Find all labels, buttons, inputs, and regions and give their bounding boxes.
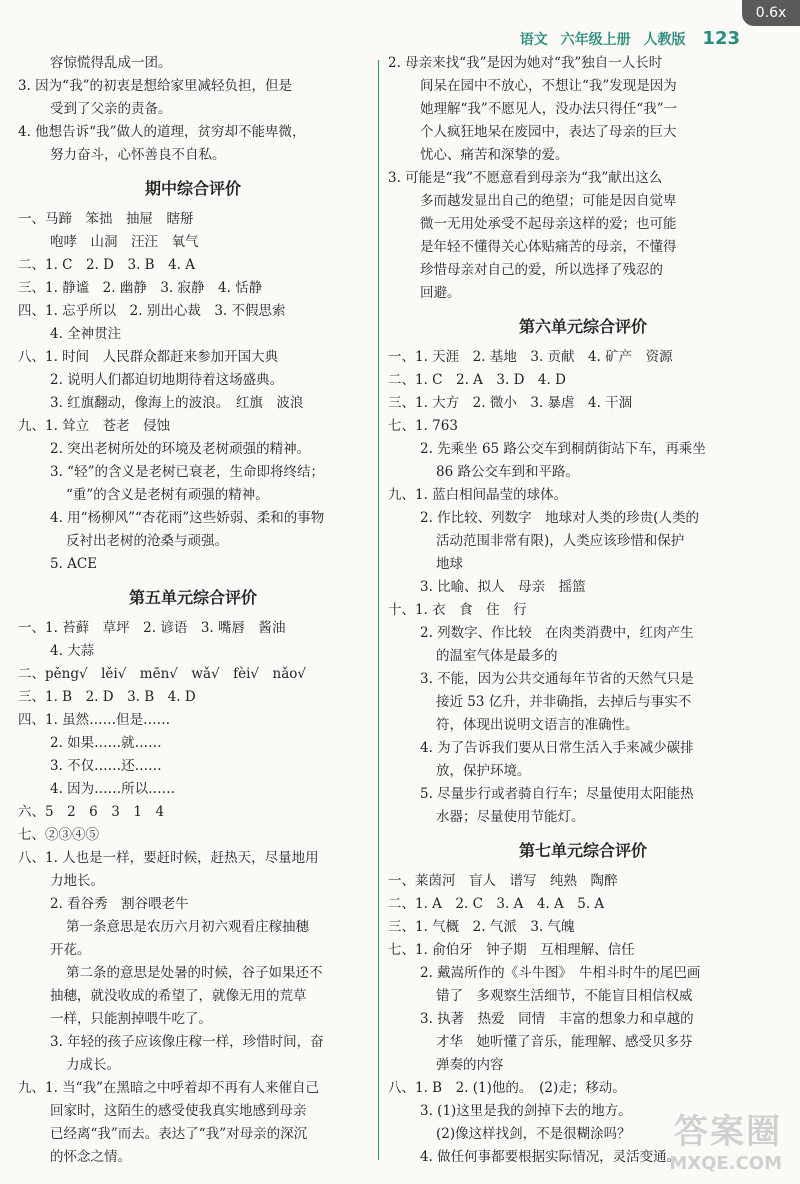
answer-line: 活动范围非常有限)，人类应该珍惜和保护 xyxy=(436,533,685,549)
answer-line: 2. 突出老树所处的环境及老树顽强的精神。 xyxy=(50,441,311,457)
answer-line: 四、1. 忘乎所以 2. 别出心裁 3. 不假思索 xyxy=(18,303,286,319)
answer-line: 接近 53 亿升，并非确指，去掉后与事实不 xyxy=(436,694,692,710)
answer-line: 4. 因为……所以…… xyxy=(50,781,176,797)
answer-line: 珍惜母亲对自己的爱，所以选择了残忍的 xyxy=(420,262,663,278)
answer-line: 受到了父亲的责备。 xyxy=(50,101,172,117)
answer-line: 微一无用处承受不起母亲这样的爱；也可能 xyxy=(420,216,677,232)
answer-line: 2. 列数字、作比较 在肉类消费中，红肉产生 xyxy=(420,625,694,641)
column-divider xyxy=(378,60,379,1160)
answer-line: 努力奋斗，心怀善良不自私。 xyxy=(50,147,226,163)
answer-line: 回避。 xyxy=(420,285,461,301)
answer-line: 三、1. 大方 2. 微小 3. 暴虐 4. 干涸 xyxy=(388,395,633,411)
answer-line: 一、莱茵河 盲人 谱写 纯熟 陶醉 xyxy=(388,873,618,889)
answer-line: 3. 不能，因为公共交通每年节省的天然气只是 xyxy=(420,671,694,687)
answer-line: 开花。 xyxy=(50,942,91,958)
answer-line: 弹奏的内容 xyxy=(436,1057,504,1073)
answer-line: 2. 母亲来找“我”是因为她对“我”独自一人长时 xyxy=(388,55,663,71)
section-title: 第七单元综合评价 xyxy=(518,841,647,860)
answer-line: 2. 作比较、列数字 地球对人类的珍贵(人类的 xyxy=(420,510,699,526)
answer-line: 间呆在园中不放心，不想让“我”发现是因为 xyxy=(420,78,677,94)
answer-line: “重”的含义是老树有顽强的精神。 xyxy=(66,487,269,503)
answer-line: 2. 说明人们都迫切地期待着这场盛典。 xyxy=(50,372,284,388)
answer-line: 三、1. B 2. D 3. B 4. D xyxy=(18,689,196,705)
grade-label: 六年级上册 xyxy=(560,32,631,48)
answer-line: 地球 xyxy=(436,556,463,572)
answer-line: 力地长。 xyxy=(50,873,104,889)
answer-line: 4. 全神贯注 xyxy=(50,326,122,342)
answer-line: 86 路公交车到和平路。 xyxy=(436,464,579,480)
answer-line: 容惊慌得乱成一团。 xyxy=(50,55,172,71)
answer-line: 4. 做任何事都要根据实际情况，灵活变通。 xyxy=(420,1149,681,1165)
answer-line: 八、1. 人也是一样，要赶时候，赶热天，尽量地用 xyxy=(18,850,319,866)
answer-line: 咆哮 山洞 汪汪 氧气 xyxy=(50,234,199,250)
answer-line: 3. 执著 热爱 同情 丰富的想象力和卓越的 xyxy=(420,1011,694,1027)
answer-line: 一、马蹄 笨拙 抽屉 瞎掰 xyxy=(18,211,194,227)
answer-line: 4. 大蒜 xyxy=(50,643,95,659)
answer-line: 3. 比喻、拟人 母亲 摇篮 xyxy=(420,579,586,595)
section-title: 第六单元综合评价 xyxy=(518,317,647,336)
answer-line: 2. 戴嵩所作的《斗牛图》 牛相斗时牛的尾巴画 xyxy=(420,965,701,981)
answer-line: 4. 为了告诉我们要从日常生活入手来减少碳排 xyxy=(420,740,694,756)
answer-line: 八、1. 时间 人民群众都赶来参加开国大典 xyxy=(18,349,279,365)
answer-line: 四、1. 虽然……但是…… xyxy=(18,712,171,728)
answer-line: 抽穗，就没收成的希望了，就像无用的荒草 xyxy=(50,988,307,1004)
answer-line: 一、1. 苔藓 草坪 2. 谚语 3. 嘴唇 酱油 xyxy=(18,620,286,636)
answer-line: 回家时，这陌生的感受使我真实地感到母亲 xyxy=(50,1103,307,1119)
answer-line: 3. 因为“我”的初衷是想给家里减轻负担，但是 xyxy=(18,78,292,94)
answer-line: 三、1. 气概 2. 气派 3. 气魄 xyxy=(388,919,575,935)
answer-line: 六、5 2 6 3 1 4 xyxy=(18,804,165,820)
page-number: 123 xyxy=(702,28,740,49)
answer-line: 九、1. 耸立 苍老 侵蚀 xyxy=(18,418,171,434)
answer-line: 5. ACE xyxy=(50,556,98,572)
answer-line: 的温室气体是最多的 xyxy=(436,648,558,664)
answer-line: 一、1. 天涯 2. 基地 3. 贡献 4. 矿产 资源 xyxy=(388,349,673,365)
zoom-badge: 0.6x xyxy=(742,0,800,26)
answer-line: 3. (1)这里是我的剑掉下去的地方。 xyxy=(420,1103,632,1119)
answer-line: 三、1. 静谧 2. 幽静 3. 寂静 4. 恬静 xyxy=(18,280,263,296)
answer-line: 3. 年轻的孩子应该像庄稼一样，珍惜时间，奋 xyxy=(50,1034,324,1050)
answer-line: 二、1. C 2. A 3. D 4. D xyxy=(388,372,566,388)
answer-line: 水器；尽量使用节能灯。 xyxy=(436,809,585,825)
answer-line: 2. 如果……就…… xyxy=(50,735,162,751)
answer-line: 3. 不仅……还…… xyxy=(50,758,162,774)
answer-line: 第一条意思是农历六月初六观看庄稼抽穗 xyxy=(66,919,309,935)
answer-line: 二、pěng√ lěi√ mēn√ wǎ√ fèi√ nǎo√ xyxy=(18,666,306,682)
answer-line: 错了 多观察生活细节，不能盲目相信权威 xyxy=(436,988,693,1004)
answer-line: 九、1. 当“我”在黑暗之中呼着却不再有人来催自己 xyxy=(18,1080,319,1096)
answer-line: 第二条的意思是处暑的时候，谷子如果还不 xyxy=(66,965,323,981)
answer-line: 2. 先乘坐 65 路公交车到桐荫街站下车，再乘坐 xyxy=(420,441,706,457)
section-title: 第五单元综合评价 xyxy=(128,588,257,607)
section-title: 期中综合评价 xyxy=(144,179,241,198)
watermark-top: 答案圈 xyxy=(674,1112,782,1152)
answer-line: 八、1. B 2. (1)他的。 (2)走；移动。 xyxy=(388,1080,626,1096)
answer-line: 十、1. 衣 食 住 行 xyxy=(388,602,527,618)
page-header xyxy=(512,28,740,49)
answer-line: 她理解“我”不愿见人，没办法只得任“我”一 xyxy=(420,101,678,117)
answer-line: 符，体现出说明文语言的准确性。 xyxy=(436,717,639,733)
watermark-bottom: MXQE.COM xyxy=(669,1153,782,1174)
answer-line: 七、②③④⑤ xyxy=(18,827,99,843)
edition-label: 人教版 xyxy=(643,32,686,48)
answer-line: 已经离“我”而去。表达了“我”对母亲的深沉 xyxy=(50,1126,308,1142)
left-column xyxy=(18,52,368,1169)
subject-label: 语文 xyxy=(519,32,548,48)
answer-line: 5. 尽量步行或者骑自行车；尽量使用太阳能热 xyxy=(420,786,694,802)
answer-line: 是年轻不懂得关心体贴痛苦的母亲，不懂得 xyxy=(420,239,677,255)
answer-line: 二、1. C 2. D 3. B 4. A xyxy=(18,257,196,273)
answer-line: 才华 她听懂了音乐，能理解、感受贝多芬 xyxy=(436,1034,693,1050)
right-column xyxy=(388,52,778,1169)
answer-line: 4. 用“杨柳风”“杏花雨”这些娇弱、柔和的事物 xyxy=(50,510,325,526)
answer-line: 七、1. 763 xyxy=(388,418,458,434)
answer-line: 七、1. 俞伯牙 钟子期 互相理解、信任 xyxy=(388,942,635,958)
answer-line: 一样，只能割掉喂牛吃了。 xyxy=(50,1011,212,1027)
site-watermark xyxy=(669,1104,782,1174)
answer-line: 个人疯狂地呆在废园中，表达了母亲的巨大 xyxy=(420,124,677,140)
answer-line: 3. 可能是“我”不愿意看到母亲为“我”献出这么 xyxy=(388,170,663,186)
answer-line: 4. 他想告诉“我”做人的道理，贫穷却不能卑微， xyxy=(18,124,306,140)
answer-line: 忧心、痛苦和深挚的爱。 xyxy=(420,147,569,163)
answer-line: 二、1. A 2. C 3. A 4. A 5. A xyxy=(388,896,605,912)
answer-line: (2)像这样找剑，不是很糊涂吗？ xyxy=(436,1126,631,1142)
answer-line: 3. “轻”的含义是老树已衰老，生命即将终结； xyxy=(50,464,324,480)
answer-line: 2. 看谷秀 割谷喂老牛 xyxy=(50,896,189,912)
answer-line: 力成长。 xyxy=(66,1057,120,1073)
answer-line: 的怀念之情。 xyxy=(50,1149,131,1165)
answer-line: 3. 红旗翻动，像海上的波浪。 红旗 波浪 xyxy=(50,395,304,411)
answer-line: 反衬出老树的沧桑与顽强。 xyxy=(66,533,228,549)
answer-line: 多而越发显出自己的绝望；可能是因自觉卑 xyxy=(420,193,677,209)
answer-line: 九、1. 蓝白相间晶莹的球体。 xyxy=(388,487,568,503)
answer-line: 放，保护环境。 xyxy=(436,763,531,779)
